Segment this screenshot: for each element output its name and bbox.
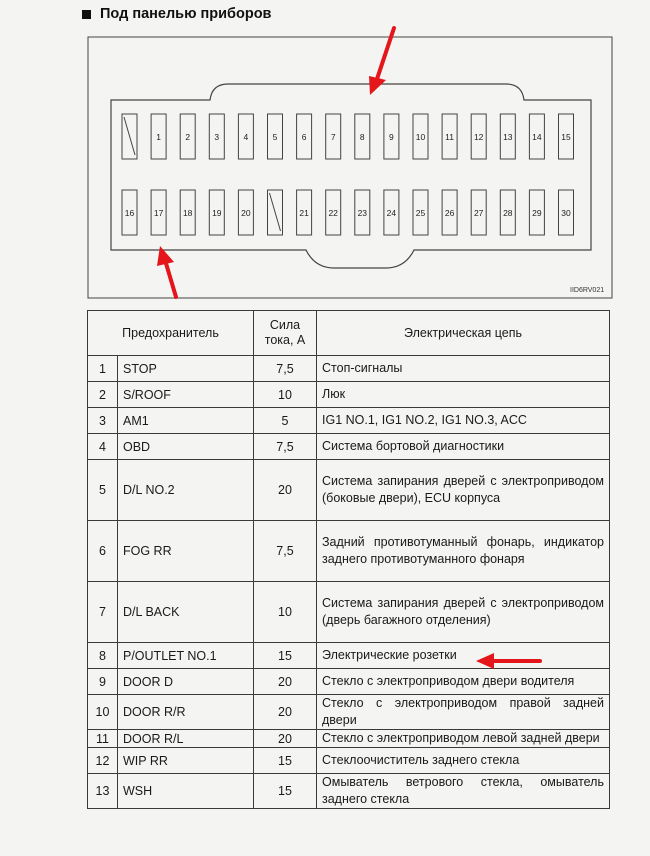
fuse-current: 15 — [254, 774, 317, 809]
table-row — [88, 774, 610, 809]
fuse-name: STOP — [118, 356, 254, 382]
fuse-circuit: Задний противотуманный фонарь, индикатор заднего противотуманного фонаря — [317, 521, 610, 582]
fuse-circuit: Стекло с электроприводом двери водителя — [317, 669, 610, 695]
fuse-number: 11 — [445, 132, 455, 142]
fuse-number: 23 — [357, 208, 368, 218]
fuse-index: 12 — [88, 748, 118, 774]
fuse-circuit: Система бортовой диагностики — [317, 434, 610, 460]
fuse-index: 8 — [88, 643, 118, 669]
fuse-name: DOOR R/L — [118, 730, 254, 748]
fuse-block-outline — [111, 84, 591, 268]
fuse-index: 1 — [88, 356, 118, 382]
fuse-box-diagram — [0, 0, 650, 310]
fuse-number: 28 — [503, 208, 513, 218]
fuse-number: 4 — [243, 132, 249, 142]
fuse-circuit: Система запирания дверей с электроприводом (боковые двери), ECU корпуса — [317, 460, 610, 521]
header-fuse: Предохранитель — [88, 311, 254, 356]
fuse-number: 13 — [503, 132, 513, 142]
fuse-name: OBD — [118, 434, 254, 460]
fuse-name: DOOR D — [118, 669, 254, 695]
fuse-current: 5 — [254, 408, 317, 434]
fuse-number: 17 — [153, 208, 164, 218]
table-row — [88, 434, 610, 460]
fuse-current: 20 — [254, 669, 317, 695]
fuse-circuit: Стеклоочиститель заднего стекла — [317, 748, 610, 774]
fuse-current: 10 — [254, 582, 317, 643]
fuse-index: 6 — [88, 521, 118, 582]
fuse-circuit: Стоп-сигналы — [317, 356, 610, 382]
empty-slot-mark — [270, 193, 281, 231]
fuse-number: 9 — [389, 132, 394, 142]
header-current: Сила тока, А — [254, 311, 317, 356]
table-row — [88, 695, 610, 730]
fuse-current: 7,5 — [254, 521, 317, 582]
fuse-index: 7 — [88, 582, 118, 643]
fuse-name: WSH — [118, 774, 254, 809]
fuse-number: 27 — [473, 208, 484, 218]
fuse-name: DOOR R/R — [118, 695, 254, 730]
fuse-circuit: Стекло с электроприводом левой задней двери — [317, 730, 610, 748]
fuse-index: 2 — [88, 382, 118, 408]
fuse-number: 24 — [386, 208, 397, 218]
fuse-index: 13 — [88, 774, 118, 809]
table-row — [88, 460, 610, 521]
empty-slot-mark — [124, 117, 135, 155]
fuse-index: 10 — [88, 695, 118, 730]
fuse-number: 7 — [330, 132, 336, 142]
table-row — [88, 408, 610, 434]
table-row — [88, 730, 610, 748]
fuse-number: 26 — [444, 208, 455, 218]
section-title: Под панелью приборов — [100, 6, 272, 22]
arrow-down-icon — [369, 28, 394, 95]
fuse-number: 5 — [272, 132, 278, 142]
fuse-circuit: Люк — [317, 382, 610, 408]
fuse-number: 29 — [532, 208, 542, 218]
fuse-name: S/ROOF — [118, 382, 254, 408]
fuse-current: 20 — [254, 730, 317, 748]
fuse-index: 5 — [88, 460, 118, 521]
fuse-current: 20 — [254, 460, 317, 521]
fuse-number: 8 — [359, 132, 365, 142]
fuse-current: 15 — [254, 643, 317, 669]
fuse-index: 3 — [88, 408, 118, 434]
fuse-circuit: Стекло с электроприводом правой задней двери — [317, 695, 610, 730]
fuse-number: 21 — [299, 208, 309, 218]
fuse-number: 16 — [124, 208, 135, 218]
arrow-left-icon — [474, 652, 544, 670]
table-row — [88, 582, 610, 643]
fuse-circuit: Омыватель ветрового стекла, омыватель заднего стекла — [317, 774, 610, 809]
fuse-name: D/L BACK — [118, 582, 254, 643]
fuse-number: 19 — [212, 208, 222, 218]
table-row — [88, 748, 610, 774]
fuse-number: 15 — [561, 132, 571, 142]
fuse-name: WIP RR — [118, 748, 254, 774]
fuse-number: 2 — [185, 132, 191, 142]
fuse-number: 6 — [301, 132, 307, 142]
fuse-number: 30 — [561, 208, 571, 218]
diagram-code: IID6RV021 — [570, 287, 605, 294]
table-row — [88, 669, 610, 695]
fuse-number: 3 — [214, 132, 220, 142]
fuse-current: 15 — [254, 748, 317, 774]
fuse-number: 10 — [415, 132, 426, 142]
fuse-current: 7,5 — [254, 434, 317, 460]
fuse-number: 14 — [532, 132, 542, 142]
fuse-table — [87, 310, 610, 809]
fuse-name: D/L NO.2 — [118, 460, 254, 521]
fuse-number: 25 — [415, 208, 426, 218]
fuse-circuit: Электрические розетки — [317, 643, 610, 669]
fuse-number: 22 — [328, 208, 338, 218]
header-circuit: Электрическая цепь — [317, 311, 610, 356]
fuse-current: 7,5 — [254, 356, 317, 382]
table-row — [88, 382, 610, 408]
fuse-name: AM1 — [118, 408, 254, 434]
fuse-number: 18 — [182, 208, 193, 218]
fuse-index: 4 — [88, 434, 118, 460]
fuse-circuit: Система запирания дверей с электроприводом (дверь багажного отделения) — [317, 582, 610, 643]
fuse-index: 9 — [88, 669, 118, 695]
fuse-current: 20 — [254, 695, 317, 730]
fuse-index: 11 — [88, 730, 118, 748]
arrow-up-icon — [157, 246, 176, 297]
fuse-number: 1 — [156, 132, 161, 142]
fuse-name: P/OUTLET NO.1 — [118, 643, 254, 669]
table-row — [88, 521, 610, 582]
table-row — [88, 356, 610, 382]
fuse-current: 10 — [254, 382, 317, 408]
fuse-number: 20 — [241, 208, 251, 218]
fuse-circuit: IG1 NO.1, IG1 NO.2, IG1 NO.3, ACC — [317, 408, 610, 434]
fuse-number: 12 — [473, 132, 484, 142]
fuse-name: FOG RR — [118, 521, 254, 582]
